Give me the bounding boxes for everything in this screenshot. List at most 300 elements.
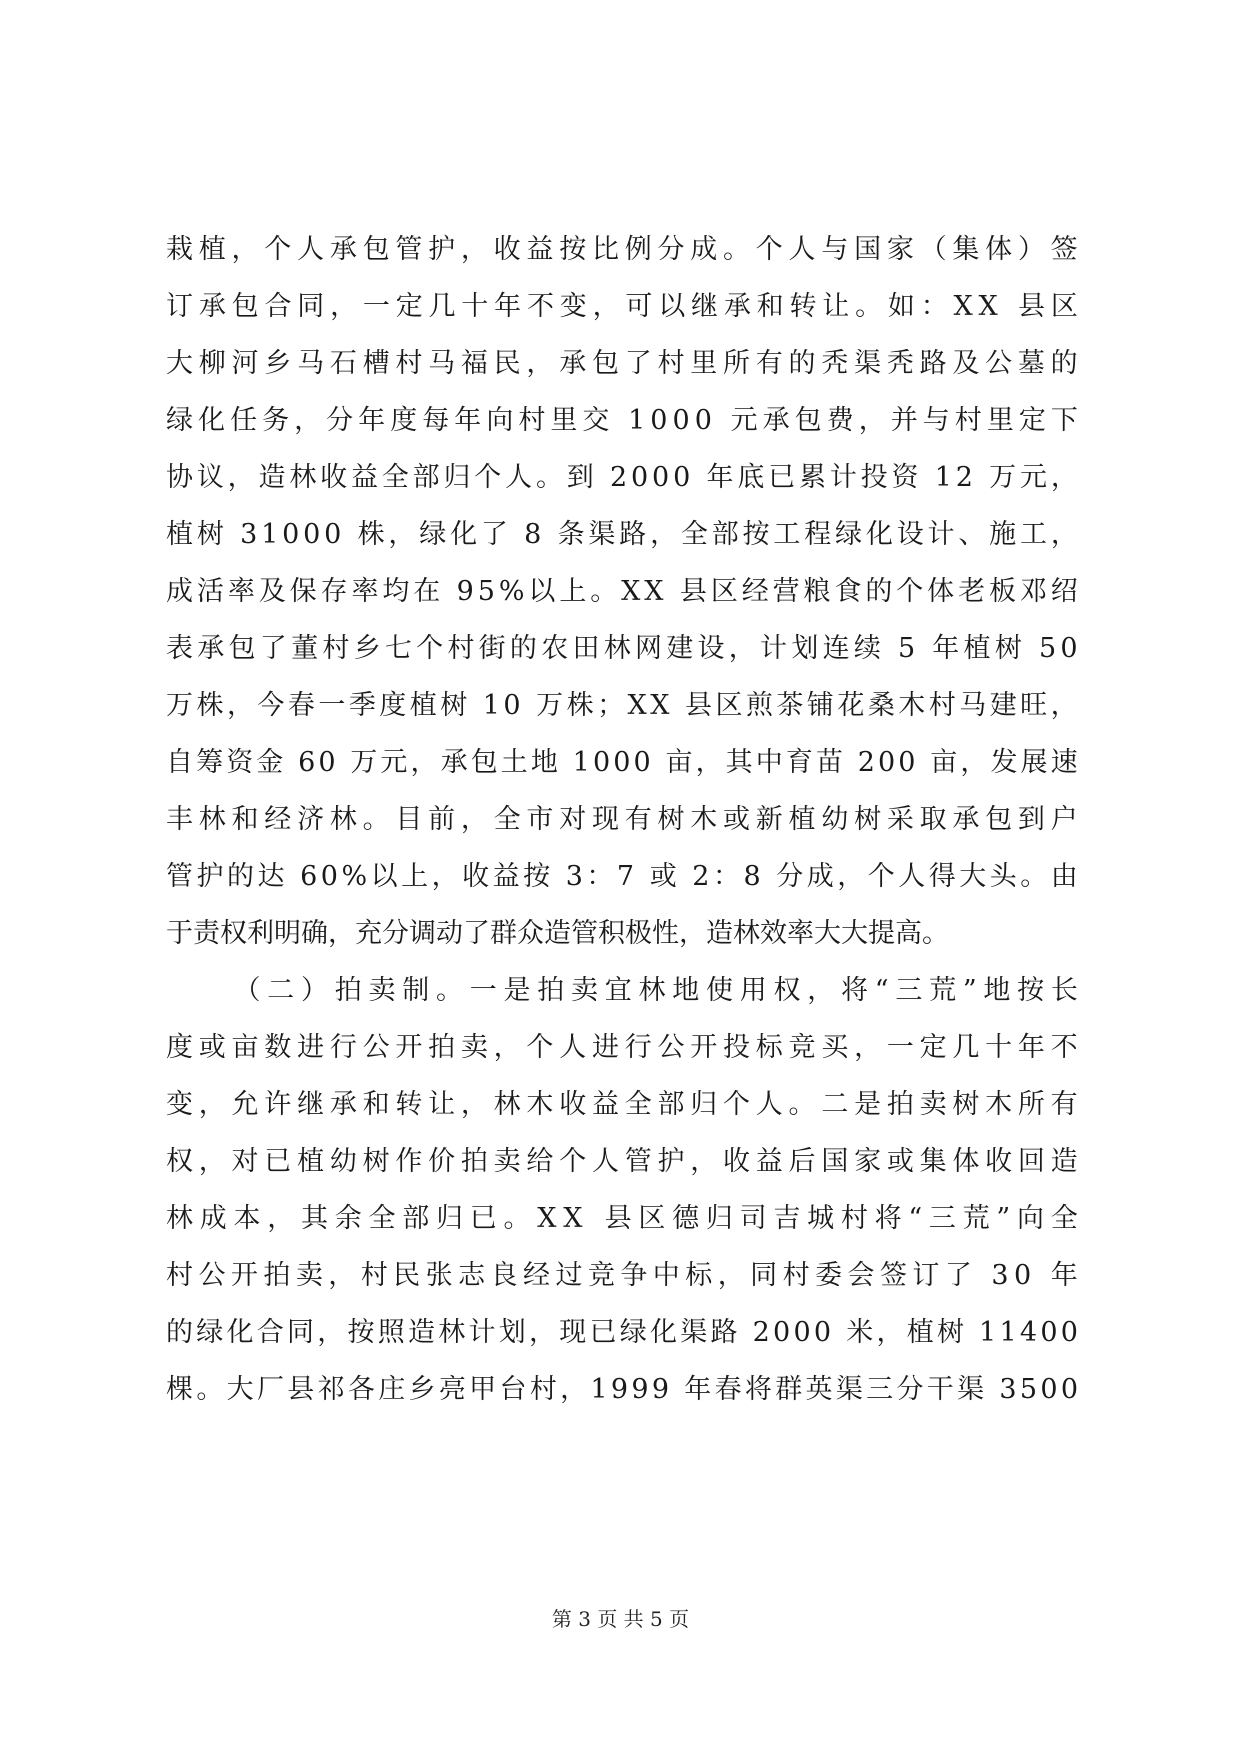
glyph: 拍 [460,1146,488,1177]
text-line-6 [166,513,1078,557]
glyph: 木 [690,804,718,835]
glyph: 绿 [196,1317,224,1348]
glyph: 营 [772,576,800,607]
glyph: 全 [624,1089,652,1120]
glyph: 工 [1020,519,1047,550]
glyph: 定 [395,291,423,322]
glyph: 绿 [619,1317,647,1348]
glyph: 如 [887,291,915,322]
glyph: 民 [493,348,521,379]
glyph: 0 [1060,1374,1078,1405]
glyph: 0 [613,747,631,778]
glyph: 变 [166,1089,193,1120]
glyph: 农 [541,633,569,664]
glyph: 株 [357,519,385,550]
glyph: ， [837,861,865,892]
glyph: 家 [886,234,914,265]
glyph [545,513,554,557]
glyph: ， [1050,519,1078,550]
glyph: 万 [536,690,564,721]
text-line-2 [166,285,1078,329]
glyph: 收 [462,861,490,892]
glyph: 分 [896,1374,924,1405]
glyph: 对 [231,1146,259,1177]
glyph: ， [330,291,358,322]
glyph: 部 [711,519,739,550]
glyph: 后 [788,1146,816,1177]
glyph: 邓 [1019,576,1047,607]
glyph: 工 [773,519,801,550]
glyph: 亩 [930,747,958,778]
glyph: 定 [919,1032,947,1063]
glyph: ； [597,690,625,721]
glyph: 一 [318,690,346,721]
glyph: 二 [821,1089,849,1120]
glyph: 包 [362,234,390,265]
glyph: ： [712,861,740,892]
glyph [667,570,676,614]
glyph: 程 [804,519,832,550]
glyph: 度 [379,690,407,721]
glyph: 渠 [957,1374,985,1405]
glyph: 卖 [919,1089,947,1120]
glyph: 或 [649,861,677,892]
glyph: 已 [264,1146,292,1177]
glyph: 标 [755,1032,783,1063]
glyph: ， [717,1260,745,1291]
glyph: ， [388,519,416,550]
glyph: 以 [370,861,398,892]
glyph: 0 [592,747,611,778]
glyph: 植 [166,519,193,550]
glyph: 9 [610,1374,629,1405]
glyph: 1 [572,747,590,778]
text-line-18 [166,1197,1078,1241]
glyph: 春 [714,1374,742,1405]
glyph: 土 [500,747,528,778]
glyph: 每 [422,405,450,436]
glyph: 均 [382,576,410,607]
glyph: 给 [526,1146,554,1177]
glyph: 国 [854,234,882,265]
glyph: 同 [287,1317,314,1348]
glyph: ， [267,1203,295,1234]
glyph: 河 [231,348,259,379]
glyph: 亩 [665,747,693,778]
glyph: 9 [456,576,474,607]
glyph: ） [301,975,328,1006]
glyph: 转 [789,291,817,322]
glyph: 中 [652,1260,680,1291]
glyph: 路 [919,348,947,379]
glyph: 。 [788,1089,816,1120]
glyph: 9 [631,1374,649,1405]
glyph: 其 [301,1203,328,1234]
glyph: ， [650,519,678,550]
glyph: 包 [985,804,1013,835]
glyph: ， [231,234,259,265]
glyph: ， [529,1317,556,1348]
glyph: 现 [591,804,619,835]
glyph: ， [807,975,835,1006]
glyph: ） [1017,234,1045,265]
glyph: 林 [438,1317,466,1348]
glyph: 。 [196,1374,224,1405]
glyph: 上 [559,576,587,607]
glyph: ， [198,1146,226,1177]
glyph [200,969,227,1013]
text-line-13 [166,912,1078,956]
glyph: 年 [684,1374,712,1405]
glyph: 季 [348,690,376,721]
glyph: 有 [624,804,652,835]
glyph: 进 [591,1032,619,1063]
glyph: 元 [380,747,408,778]
glyph: 作 [395,1146,423,1177]
glyph: ， [410,747,438,778]
glyph: 0 [652,462,670,493]
glyph [524,684,533,728]
text-line-13-content: 于责权利明确，充分调动了群众造管积极性，造林效率大大提高。 [166,918,949,949]
glyph: ” [996,1203,1011,1234]
glyph: 5 [1038,633,1057,664]
glyph: 中 [755,747,783,778]
glyph: 经 [522,1260,550,1291]
glyph: 连 [822,633,850,664]
glyph [741,1311,750,1355]
glyph: 县 [287,1374,315,1405]
glyph: 元 [730,405,758,436]
glyph: 造 [1050,1146,1078,1177]
glyph [554,855,563,899]
glyph: 变 [559,291,587,322]
glyph [977,456,986,500]
glyph: 回 [1017,1146,1045,1177]
glyph: 台 [499,1374,527,1405]
glyph: 庄 [378,1374,406,1405]
glyph: 收 [493,234,521,265]
text-line-5 [166,456,1078,500]
glyph: 计 [829,462,857,493]
glyph: 县 [604,1203,632,1234]
glyph: 乡 [408,1374,436,1405]
glyph: 投 [723,1032,751,1063]
glyph: 部 [412,462,440,493]
glyph: ， [858,405,886,436]
glyph: 植 [788,804,816,835]
glyph: 所 [723,348,751,379]
glyph: 区 [1050,291,1078,322]
glyph: 签 [1050,234,1078,265]
glyph: 按 [559,234,587,265]
glyph: 林 [329,804,357,835]
glyph: 食 [834,576,862,607]
glyph: 马 [428,348,456,379]
glyph [471,684,480,728]
glyph: 资 [226,747,254,778]
glyph: 年 [932,633,960,664]
glyph: 可 [625,291,653,322]
glyph: 公 [985,348,1013,379]
glyph: 长 [1050,975,1078,1006]
glyph: 按 [523,861,551,892]
glyph: 二 [267,975,295,1006]
glyph: “ [874,975,889,1006]
glyph: 1 [261,519,279,550]
glyph: 了 [624,348,652,379]
glyph: 0 [1060,1317,1078,1348]
glyph: 6 [300,861,318,892]
glyph: 拍 [263,1260,291,1291]
glyph: 树 [196,519,224,550]
glyph: 的 [227,861,254,892]
glyph: 0 [673,462,691,493]
glyph [1026,627,1035,671]
glyph: 全 [1050,1203,1078,1234]
glyph: X [644,576,664,607]
glyph: 保 [289,576,317,607]
glyph: 采 [886,804,914,835]
glyph: 石 [329,348,357,379]
glyph: 3 [565,861,583,892]
text-line-15 [166,1026,1078,1070]
glyph: 拍 [537,975,565,1006]
glyph: 建 [666,633,694,664]
glyph: 树 [657,804,685,835]
glyph: 其 [725,747,753,778]
text-line-1 [166,228,1078,272]
glyph: 体 [927,576,955,607]
glyph [654,741,663,785]
glyph [339,741,348,785]
glyph: 取 [919,804,947,835]
glyph: % [498,576,525,607]
page-number-footer: 第 3 页 共 5 页 [551,1607,690,1631]
glyph: 的 [788,348,816,379]
glyph: 亩 [231,1032,259,1063]
glyph [589,1197,598,1241]
glyph: 个 [867,861,895,892]
glyph: X [650,690,670,721]
glyph: 在 [413,576,441,607]
glyph [614,399,623,443]
glyph: 万 [166,690,193,721]
glyph: 、 [958,519,986,550]
glyph: 过 [555,1260,583,1291]
glyph: 几 [428,291,456,322]
glyph: 三 [895,975,923,1006]
glyph: 板 [988,576,1016,607]
glyph: 万 [989,462,1017,493]
glyph: 村 [447,633,475,664]
glyph: 0 [672,405,690,436]
glyph: 分 [776,861,804,892]
text-line-21 [166,1368,1078,1412]
glyph: 村 [782,1260,810,1291]
glyph: 按 [1017,975,1045,1006]
text-line-11 [166,798,1078,842]
glyph: 林 [493,1089,521,1120]
glyph: 合 [264,291,292,322]
glyph: 计 [760,633,788,664]
glyph: 福 [460,348,488,379]
glyph: 达 [257,861,285,892]
glyph: 累 [798,462,826,493]
glyph [288,855,297,899]
glyph: 合 [256,1317,284,1348]
glyph: 植 [963,633,991,664]
glyph: ， [960,747,988,778]
glyph: 化 [865,519,893,550]
glyph [922,456,931,500]
glyph: 一 [362,291,390,322]
glyph: 村 [360,1260,388,1291]
glyph: 签 [879,1260,907,1291]
glyph: 度 [390,405,418,436]
glyph: 木 [526,1089,554,1120]
glyph: 铺 [806,690,834,721]
glyph: 存 [320,576,348,607]
glyph: 。 [1020,861,1048,892]
glyph: 全 [368,1203,396,1234]
glyph: 卖 [493,1146,521,1177]
glyph: 承 [197,633,225,664]
glyph: 与 [821,234,849,265]
glyph: 集 [919,1146,947,1177]
glyph: 绿 [419,519,447,550]
glyph: 由 [1050,861,1078,892]
glyph: ， [431,861,459,892]
glyph: 宜 [604,975,632,1006]
glyph: 0 [650,405,668,436]
glyph: 包 [470,747,498,778]
glyph: ， [560,1374,588,1405]
glyph: 分 [326,405,354,436]
glyph: 街 [478,633,506,664]
glyph: 民 [393,1260,421,1291]
glyph: 丰 [166,804,193,835]
glyph: 底 [737,462,765,493]
glyph: 渠 [680,1317,708,1348]
glyph: 让 [822,291,850,322]
glyph: 国 [821,1146,849,1177]
glyph: ， [328,1260,356,1291]
glyph: 任 [230,405,258,436]
glyph: 0 [282,519,300,550]
glyph: 承 [198,291,226,322]
glyph: 发 [990,747,1018,778]
glyph [598,456,607,500]
glyph: 株 [196,690,224,721]
text-line-4 [166,399,1078,443]
glyph: 0 [1014,1260,1032,1291]
glyph: 2 [955,462,973,493]
glyph: 度 [166,1032,193,1063]
glyph: 是 [503,975,531,1006]
glyph: 幼 [329,1146,357,1177]
glyph: 计 [468,1317,496,1348]
glyph: 全 [381,462,409,493]
glyph: 不 [1050,1032,1078,1063]
glyph: 0 [1060,633,1078,664]
glyph: 活 [196,576,224,607]
glyph: 全 [493,804,521,835]
glyph: 。 [362,804,390,835]
glyph: 棵 [166,1374,193,1405]
glyph: 的 [865,576,893,607]
glyph: 乡 [264,348,292,379]
glyph: 个 [474,462,502,493]
glyph: X [978,291,998,322]
glyph: 全 [680,519,708,550]
glyph: ， [317,1317,345,1348]
glyph [846,741,855,785]
glyph: 开 [690,1032,718,1063]
glyph: 甲 [469,1374,497,1405]
glyph: （ [919,234,947,265]
glyph: 的 [166,1317,193,1348]
glyph: 委 [815,1260,843,1291]
glyph: 7 [616,861,635,892]
glyph: 及 [258,576,286,607]
glyph: 木 [898,690,926,721]
glyph: 划 [791,633,819,664]
glyph: 管 [395,234,423,265]
glyph: 干 [926,1374,954,1405]
glyph [885,627,894,671]
glyph: 1 [590,1374,608,1405]
glyph: 厂 [256,1374,284,1405]
glyph: 新 [755,804,783,835]
glyph: 年 [494,291,522,322]
glyph: 渠 [835,1374,863,1405]
glyph: 订 [166,291,193,322]
glyph [987,1368,996,1412]
glyph: 划 [498,1317,526,1348]
glyph: 成 [806,861,834,892]
glyph: 县 [1018,291,1045,322]
glyph: 了 [259,633,287,664]
glyph: 0 [813,1317,832,1348]
glyph: 部 [402,1203,430,1234]
glyph: 同 [750,1260,778,1291]
glyph: 让 [428,1089,456,1120]
glyph: 下 [1050,405,1078,436]
glyph: 育 [785,747,813,778]
glyph: 今 [257,690,285,721]
glyph: 或 [198,1032,226,1063]
text-line-8 [166,627,1078,671]
glyph: 卖 [460,1032,488,1063]
glyph: 煎 [745,690,773,721]
glyph: 。 [590,576,618,607]
glyph: 是 [854,1089,882,1120]
glyph: 和 [756,291,784,322]
glyph: 树 [362,1146,390,1177]
glyph: 成 [690,234,718,265]
glyph: 所 [1017,1089,1045,1120]
glyph: 树 [440,690,468,721]
glyph: 5 [897,633,916,664]
glyph: 植 [198,234,226,265]
glyph: ， [728,633,756,664]
glyph: 护 [657,1146,685,1177]
glyph: 林 [166,1203,193,1234]
glyph: 了 [944,1260,972,1291]
glyph: 良 [490,1260,518,1291]
glyph: ， [227,462,255,493]
glyph: 年 [1017,1032,1045,1063]
